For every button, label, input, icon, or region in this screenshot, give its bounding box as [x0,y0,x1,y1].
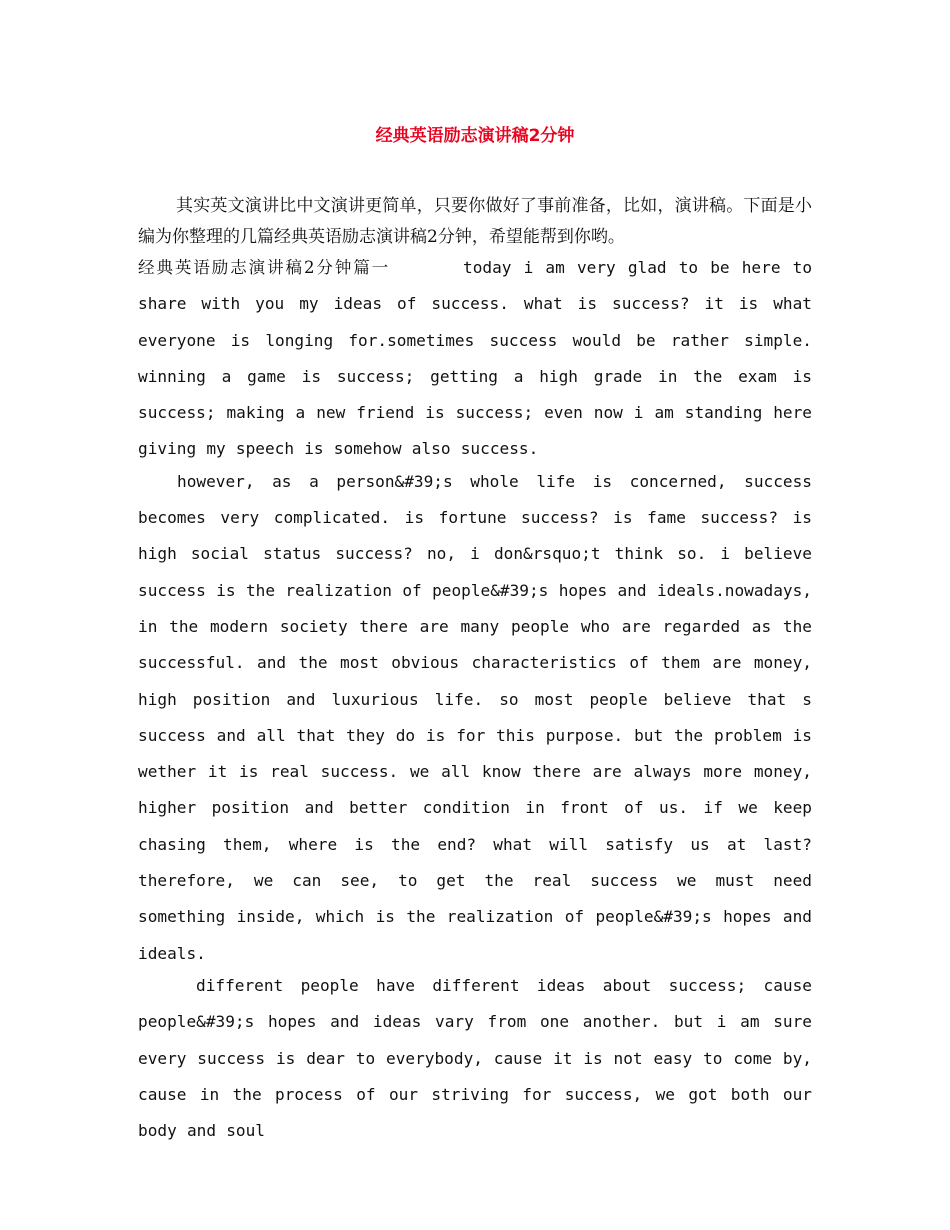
document-title: 经典英语励志演讲稿2分钟 [375,126,575,146]
paragraph-2: however, as a person&#39;s whole life is concerned, success becomes very complicated. is fortune success? is fame success? is high social status success? no, i don&rsquo;t think so. i believe success is the realization of people&#39;s hopes and ideals.nowadays, in the modern society there are many people who are regarded as the successful. and the most obvious characteristics of them are money, high position and luxurious life. so most people believe that s success and all that they do is for this purpose. but the problem is wether it is real success. we all know there are always more money, higher position and better condition in front of us. if we keep chasing them, where is the end? what will satisfy us at last? therefore, we can see, to get the real success we must need something inside, which is the realization of people&#39;s hopes and ideals. [138,471,812,963]
section-one-paragraph [138,250,812,468]
paragraph-3: different people have different ideas about success; cause people&#39;s hopes and ideas vary from one another. but i am sure every success is dear to everybody, cause it is not easy to come by, cause in the process of our striving for success, we got both our body and soul [138,975,812,1141]
paragraph-1: today i am very glad to be here to share with you my ideas of success. what is success? it is what everyone is longing for.sometimes success would be rather simple. winning a game is success; getting a high grade in the exam is success; making a new friend is success; even now i am standing here giving my speech is somehow also success. [138,258,813,459]
intro-paragraph: 其实英文演讲比中文演讲更简单，只要你做好了事前准备，比如，演讲稿。下面是小编为你整理的几篇经典英语励志演讲稿2分钟，希望能帮到你哟。 [138,196,812,247]
document-body [138,191,812,1149]
section-heading: 经典英语励志演讲稿2分钟篇一 [138,258,391,277]
heading-gap [390,258,463,277]
